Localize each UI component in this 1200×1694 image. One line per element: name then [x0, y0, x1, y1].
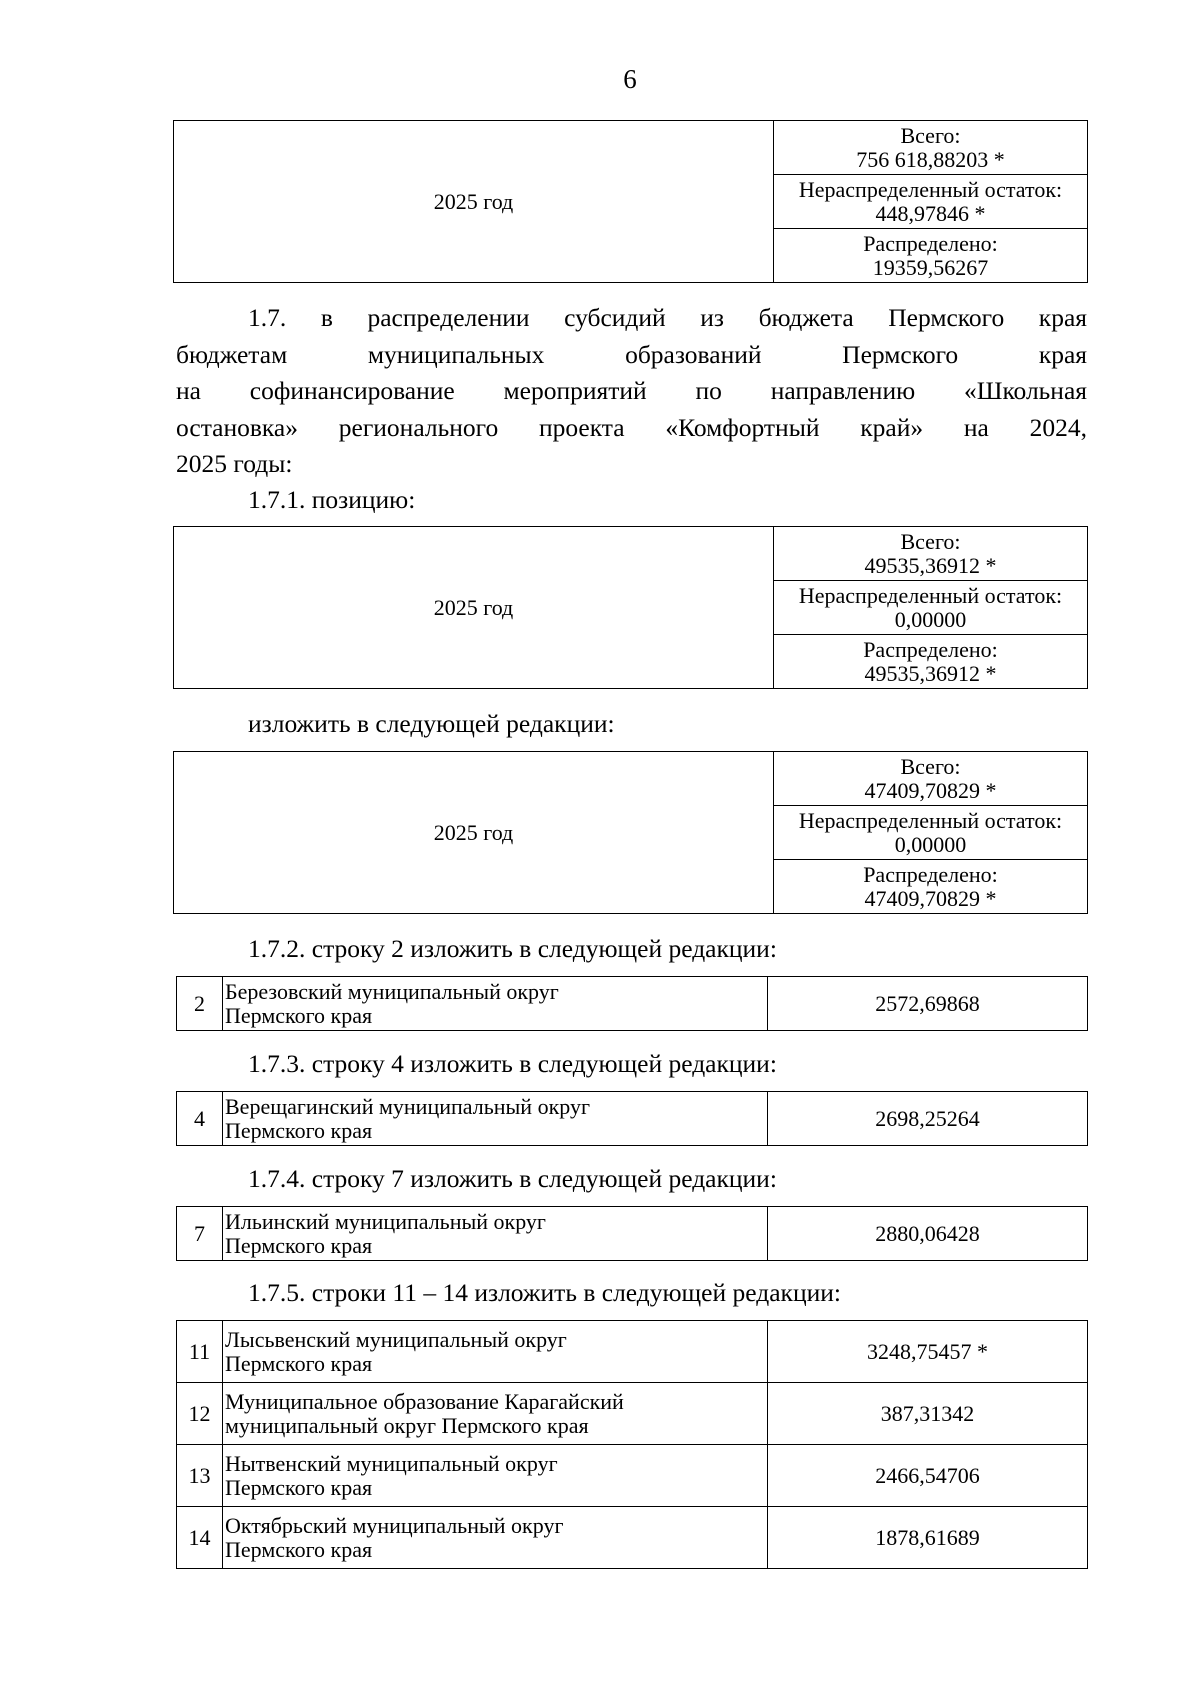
municipality-name-line-2: Пермского края [225, 1350, 373, 1376]
paragraph-new-edition: изложить в следующей редакции: [248, 709, 615, 738]
unallocated-label: Нераспределенный остаток: [798, 176, 1063, 202]
allocated-cell [774, 635, 1088, 689]
page-number: 6 [623, 64, 637, 94]
budget-table-2025-new [173, 751, 1088, 914]
municipality-name-line-2: Пермского края [225, 1117, 373, 1143]
row-table-7 [176, 1206, 1088, 1261]
municipality-name-line-2: муниципальный округ Пермского края [225, 1412, 589, 1438]
amount: 3248,75457 * [768, 1321, 1088, 1383]
row-number: 12 [177, 1383, 223, 1445]
allocated-label: Распределено: [863, 636, 998, 662]
total-label: Всего: [900, 753, 961, 779]
budget-table-2025-position [173, 526, 1088, 689]
total-cell [774, 752, 1088, 806]
year-cell: 2025 год [174, 752, 774, 914]
municipality-name-line-1: Ильинский муниципальный округ [225, 1208, 546, 1234]
unallocated-value: 0,00000 [894, 831, 967, 857]
paragraph-1-7-line-3: на софинансирование мероприятий по направлению «Школьная [176, 376, 1087, 405]
rows-table-11-14 [176, 1320, 1088, 1569]
municipality-name [223, 1207, 768, 1261]
municipality-name-line-1: Березовский муниципальный округ [225, 978, 559, 1004]
table-row [177, 1383, 1088, 1445]
unallocated-cell [774, 581, 1088, 635]
row-table-4 [176, 1091, 1088, 1146]
total-value: 47409,70829 * [864, 777, 997, 803]
allocated-value: 19359,56267 [872, 254, 989, 280]
year-cell: 2025 год [174, 121, 774, 283]
allocated-label: Распределено: [863, 861, 998, 887]
paragraph-1-7-5: 1.7.5. строки 11 – 14 изложить в следующей редакции: [248, 1278, 841, 1307]
municipality-name-line-1: Лысьвенский муниципальный округ [225, 1326, 567, 1352]
municipality-name [223, 977, 768, 1031]
unallocated-label: Нераспределенный остаток: [798, 582, 1063, 608]
table-row [177, 1507, 1088, 1569]
amount: 1878,61689 [768, 1507, 1088, 1569]
municipality-name-line-2: Пермского края [225, 1002, 373, 1028]
amount: 2466,54706 [768, 1445, 1088, 1507]
unallocated-cell [774, 806, 1088, 860]
paragraph-1-7-4: 1.7.4. строку 7 изложить в следующей редакции: [248, 1164, 777, 1193]
total-cell [774, 527, 1088, 581]
table-row [177, 1321, 1088, 1383]
row-number: 11 [177, 1321, 223, 1383]
municipality-name-line-2: Пермского края [225, 1474, 373, 1500]
table-row [177, 1445, 1088, 1507]
paragraph-1-7-3: 1.7.3. строку 4 изложить в следующей редакции: [248, 1049, 777, 1078]
row-number: 7 [177, 1207, 223, 1261]
paragraph-1-7-line-5: 2025 годы: [176, 449, 293, 478]
row-table-2 [176, 976, 1088, 1031]
unallocated-cell [774, 175, 1088, 229]
total-label: Всего: [900, 528, 961, 554]
paragraph-1-7-line-1: 1.7. в распределении субсидий из бюджета Пермского края [248, 303, 1087, 332]
table-row [177, 1207, 1088, 1261]
amount: 387,31342 [768, 1383, 1088, 1445]
year-cell: 2025 год [174, 527, 774, 689]
allocated-cell [774, 229, 1088, 283]
unallocated-value: 0,00000 [894, 606, 967, 632]
row-number: 14 [177, 1507, 223, 1569]
municipality-name [223, 1383, 768, 1445]
municipality-name-line-1: Нытвенский муниципальный округ [225, 1450, 558, 1476]
allocated-cell [774, 860, 1088, 914]
amount: 2880,06428 [768, 1207, 1088, 1261]
total-value: 49535,36912 * [864, 552, 997, 578]
row-number: 4 [177, 1092, 223, 1146]
municipality-name [223, 1507, 768, 1569]
paragraph-1-7-1: 1.7.1. позицию: [248, 485, 416, 514]
paragraph-1-7-line-4: остановка» регионального проекта «Комфортный край» на 2024, [176, 412, 1087, 442]
table-row [177, 1092, 1088, 1146]
municipality-name-line-1: Муниципальное образование Карагайский [225, 1388, 624, 1414]
amount: 2698,25264 [768, 1092, 1088, 1146]
municipality-name-line-1: Октябрьский муниципальный округ [225, 1512, 564, 1538]
row-number: 2 [177, 977, 223, 1031]
paragraph-1-7 [176, 300, 1087, 483]
allocated-value: 47409,70829 * [864, 885, 997, 911]
row-number: 13 [177, 1445, 223, 1507]
municipality-name [223, 1445, 768, 1507]
table-row [177, 977, 1088, 1031]
municipality-name-line-1: Верещагинский муниципальный округ [225, 1093, 590, 1119]
amount: 2572,69868 [768, 977, 1088, 1031]
total-label: Всего: [900, 122, 961, 148]
municipality-name-line-2: Пермского края [225, 1536, 373, 1562]
municipality-name-line-2: Пермского края [225, 1232, 373, 1258]
total-value: 756 618,88203 * [856, 146, 1005, 172]
unallocated-value: 448,97846 * [875, 200, 986, 226]
allocated-label: Распределено: [863, 230, 998, 256]
paragraph-1-7-2: 1.7.2. строку 2 изложить в следующей редакции: [248, 934, 777, 963]
allocated-value: 49535,36912 * [864, 660, 997, 686]
municipality-name [223, 1092, 768, 1146]
budget-table-2025-current [173, 120, 1088, 283]
municipality-name [223, 1321, 768, 1383]
paragraph-1-7-line-2: бюджетам муниципальных образований Пермского края [176, 339, 1087, 369]
unallocated-label: Нераспределенный остаток: [798, 807, 1063, 833]
total-cell [774, 121, 1088, 175]
